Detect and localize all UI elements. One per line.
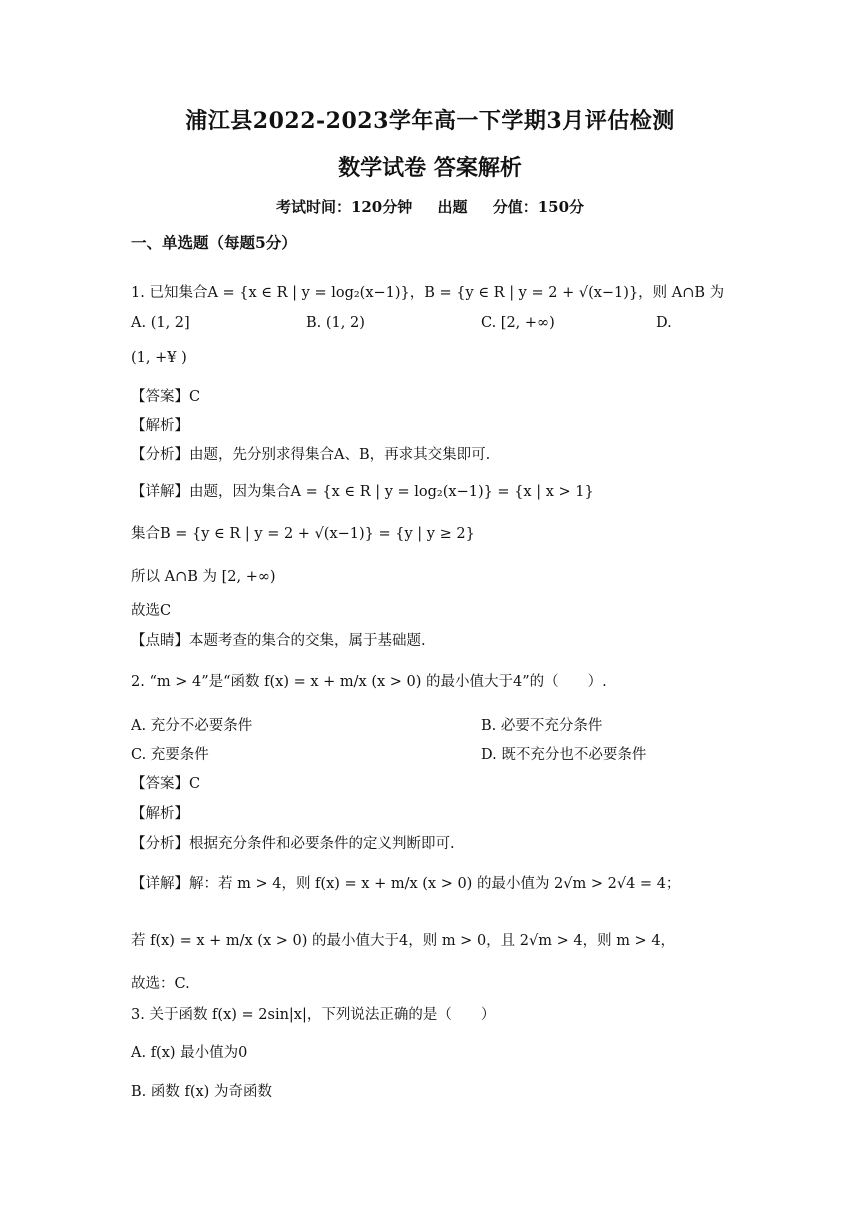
q1-option-d: D.: [656, 315, 672, 331]
q2-analysis: 【分析】根据充分条件和必要条件的定义判断即可.: [131, 836, 455, 852]
q2-analysis-label: 【解析】: [131, 806, 189, 822]
q2-answer: 【答案】C: [131, 776, 201, 792]
q1-choose: 故选C: [131, 603, 172, 619]
q2-detail-2: 若 f(x) = x + m/x (x > 0) 的最小值大于4，则 m > 0，且 2√m > 4，则 m > 4，: [131, 933, 676, 949]
q2-choose: 故选：C.: [131, 976, 190, 992]
q3-option-a: A. f(x) 最小值为0: [131, 1045, 248, 1061]
q1-option-b: B. (1, 2): [306, 315, 365, 331]
q2-option-d: D. 既不充分也不必要条件: [481, 747, 647, 763]
q1-option-a: A. (1, 2]: [131, 315, 190, 331]
q1-analysis: 【分析】由题，先分别求得集合A、B，再求其交集即可.: [131, 447, 491, 463]
exam-time: 考试时间：120分钟: [275, 198, 413, 216]
document-title: 浦江县2022-2023学年高一下学期3月评估检测: [185, 108, 675, 134]
q1-option-d-value: (1, +¥ ): [131, 350, 187, 366]
q3-stem: 3. 关于函数 f(x) = 2sin|x|，下列说法正确的是（ ）: [131, 1007, 496, 1023]
q2-option-b: B. 必要不充分条件: [481, 718, 603, 734]
q1-detail-3: 所以 A∩B 为 [2, +∞): [131, 569, 276, 585]
exam-score: 分值：150分: [492, 198, 585, 216]
q1-answer: 【答案】C: [131, 389, 201, 405]
q1-detail-2: 集合B = {y ∈ R | y = 2 + √(x−1)} = {y | y ≥ 2}: [131, 526, 475, 542]
q2-option-c: C. 充要条件: [131, 747, 209, 763]
q1-option-c: C. [2, +∞): [481, 315, 555, 331]
q2-detail: 【详解】解：若 m > 4，则 f(x) = x + m/x (x > 0) 的最小值为 2√m > 2√4 = 4；: [131, 876, 681, 892]
document-subtitle: 数学试卷 答案解析: [338, 155, 522, 181]
q1-analysis-label: 【解析】: [131, 418, 189, 434]
q1-comment: 【点睛】本题考查的集合的交集，属于基础题.: [131, 633, 426, 649]
section-heading: 一、单选题（每题5分）: [131, 233, 297, 252]
q2-stem: 2. “m > 4”是“函数 f(x) = x + m/x (x > 0) 的最小值大于4”的（ ）.: [131, 674, 607, 690]
q1-stem: 1. 已知集合A = {x ∈ R | y = log₂(x−1)}，B = {y ∈ R | y = 2 + √(x−1)}，则 A∩B 为: [131, 285, 725, 301]
q1-detail: 【详解】由题，因为集合A = {x ∈ R | y = log₂(x−1)} = {x | x > 1}: [131, 484, 594, 500]
q3-option-b: B. 函数 f(x) 为奇函数: [131, 1084, 272, 1100]
exam-meta: [0, 196, 860, 217]
q2-option-a: A. 充分不必要条件: [131, 718, 253, 734]
exam-setter: 出题: [437, 198, 468, 216]
